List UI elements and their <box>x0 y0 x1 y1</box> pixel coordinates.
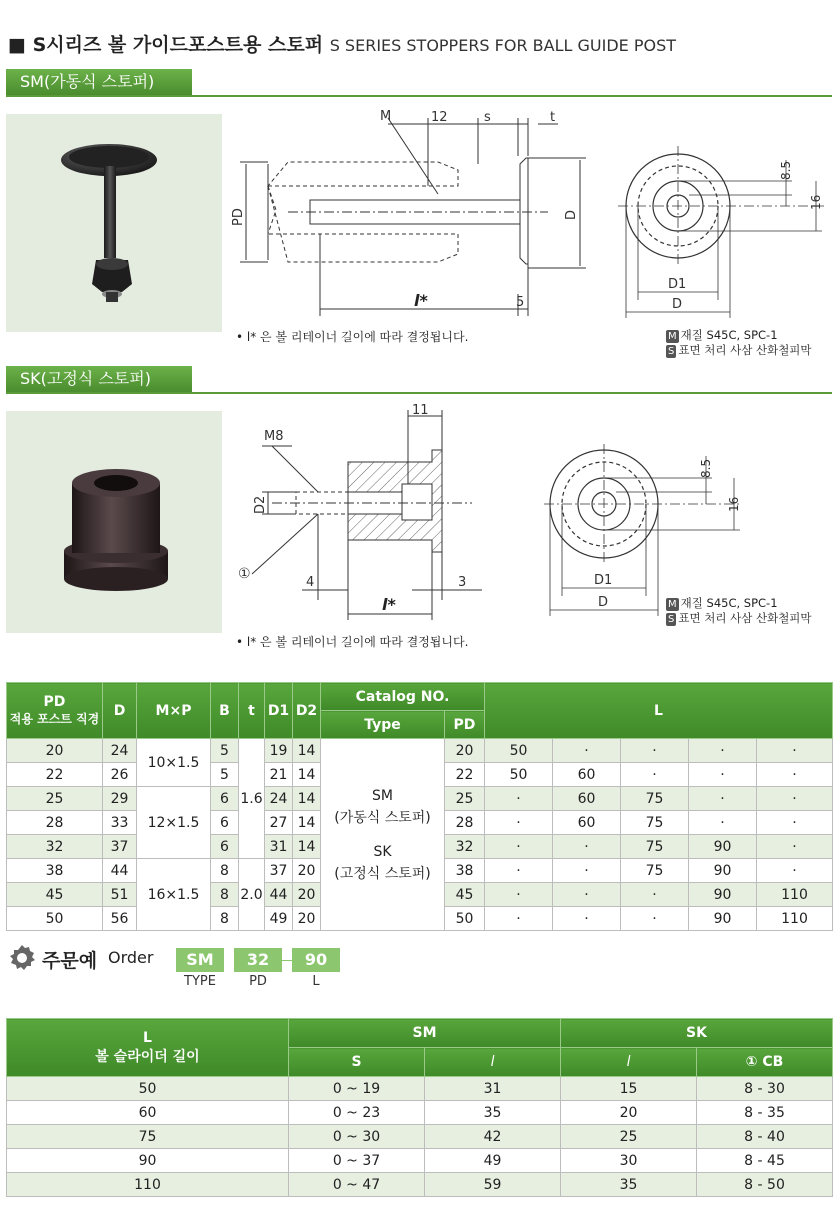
table-cell: 49 <box>265 907 293 931</box>
table-cell: · <box>621 907 689 931</box>
table-cell: · <box>485 907 553 931</box>
table-cell: 35 <box>425 1101 561 1125</box>
order-caption-type: TYPE <box>184 974 216 989</box>
table-cell: · <box>553 859 621 883</box>
table-cell: 8 - 35 <box>697 1101 833 1125</box>
mxp-cell: 10×1.5 <box>137 739 211 787</box>
table-cell: 50 <box>7 1077 289 1101</box>
table-cell: 20 <box>7 739 103 763</box>
page-title-en: S SERIES STOPPERS FOR BALL GUIDE POST <box>329 36 677 55</box>
col-type-header: Type <box>321 711 445 739</box>
table-row <box>7 1149 833 1173</box>
table-cell: 0 ~ 47 <box>289 1173 425 1197</box>
col-l-header: L <box>485 683 833 739</box>
table-cell: 6 <box>211 787 239 811</box>
col-sk-l-header: l <box>561 1048 697 1077</box>
order-caption-l: L <box>312 974 320 989</box>
table-cell: · <box>757 787 833 811</box>
table-cell: 50 <box>485 739 553 763</box>
table-cell: 60 <box>7 1101 289 1125</box>
table-cell: 60 <box>553 763 621 787</box>
table-cell: 14 <box>293 835 321 859</box>
section-header-sm <box>6 69 832 97</box>
table-cell: 28 <box>7 811 103 835</box>
col-s-header: S <box>289 1048 425 1077</box>
table-cell: 32 <box>7 835 103 859</box>
sm-product-photo <box>6 114 222 332</box>
sm-label-t: t <box>550 110 556 125</box>
table-cell: 22 <box>7 763 103 787</box>
sk-label-circle1: ① <box>238 566 251 582</box>
type-sk: SK <box>373 843 392 860</box>
sk-end-label-d: D <box>598 595 609 610</box>
sm-label-m: M <box>380 109 392 124</box>
table-cell: 35 <box>561 1173 697 1197</box>
table-cell: 0 ~ 37 <box>289 1149 425 1173</box>
col-d-header: D <box>103 683 137 739</box>
table-row <box>7 1173 833 1197</box>
table-cell: · <box>757 859 833 883</box>
table-cell: 24 <box>265 787 293 811</box>
table-cell: 75 <box>621 859 689 883</box>
page-title <box>8 30 676 57</box>
table-cell: · <box>621 883 689 907</box>
table-cell: 26 <box>103 763 137 787</box>
sk-mat-s-box: S <box>668 614 675 625</box>
table-cell: · <box>757 835 833 859</box>
sm-end-view <box>612 140 834 322</box>
table-row <box>7 1125 833 1149</box>
table-cell: 90 <box>689 907 757 931</box>
table-cell: 51 <box>103 883 137 907</box>
table-cell: · <box>757 811 833 835</box>
table-cell: · <box>689 763 757 787</box>
gear-icon <box>8 944 36 972</box>
sm-end-label-d: D <box>672 297 683 312</box>
order-chip-type: SM <box>176 948 224 972</box>
sm-material-info <box>666 328 812 358</box>
table-cell: · <box>485 883 553 907</box>
table-row <box>7 739 833 763</box>
table-cell: 27 <box>265 811 293 835</box>
table-cell: 21 <box>265 763 293 787</box>
mxp-cell: 12×1.5 <box>137 787 211 859</box>
table-cell: 90 <box>689 883 757 907</box>
sm-note: • l* 은 볼 리테이너 길이에 따라 결정됩니다. <box>236 330 469 344</box>
table-cell: · <box>689 739 757 763</box>
table-cell: 28 <box>445 811 485 835</box>
type-cell: SM (가동식 스토퍼) SK (고정식 스토퍼) <box>321 739 445 931</box>
sm-end-label-16: 16 <box>809 194 823 210</box>
table-cell: 90 <box>689 835 757 859</box>
sk-end-label-16: 16 <box>727 496 741 512</box>
table-cell: 110 <box>7 1173 289 1197</box>
order-chip-l: 90 <box>292 948 340 972</box>
sk-end-label-85: 8.5 <box>699 458 713 478</box>
table-cell: 20 <box>293 907 321 931</box>
table-cell: · <box>621 739 689 763</box>
table-cell: 75 <box>7 1125 289 1149</box>
table-cell: · <box>485 859 553 883</box>
sk-mat-s-text: 표면 처리 사삼 산화철피막 <box>678 611 812 625</box>
col-pd-header: PD 적용 포스트 직경 <box>7 683 103 739</box>
table-cell: 20 <box>561 1101 697 1125</box>
table-cell: 0 ~ 19 <box>289 1077 425 1101</box>
table-cell: · <box>689 787 757 811</box>
table-cell: 50 <box>7 907 103 931</box>
table-cell: 31 <box>265 835 293 859</box>
col-t-header: t <box>239 683 265 739</box>
table-cell: 75 <box>621 811 689 835</box>
table-cell: 25 <box>7 787 103 811</box>
table-cell: 90 <box>689 859 757 883</box>
col-d1-header: D1 <box>265 683 293 739</box>
sk-product-photo <box>6 411 222 633</box>
table-cell: 30 <box>561 1149 697 1173</box>
sk-label-4: 4 <box>306 575 315 590</box>
table-cell: 25 <box>561 1125 697 1149</box>
table-cell: · <box>553 835 621 859</box>
sk-end-view <box>540 440 762 622</box>
order-label-ko: 주문예 <box>42 950 98 972</box>
table-cell: 38 <box>445 859 485 883</box>
order-example <box>8 942 368 989</box>
table-cell: 20 <box>293 883 321 907</box>
table-cell: 75 <box>621 835 689 859</box>
table-cell: 14 <box>293 811 321 835</box>
table-cell: 50 <box>445 907 485 931</box>
table-cell: 60 <box>553 787 621 811</box>
sm-mat-s-box: S <box>668 346 675 357</box>
table-cell: · <box>553 739 621 763</box>
t-cell: 2.0 <box>239 859 265 931</box>
table-cell: 49 <box>425 1149 561 1173</box>
col-sm-l-header: l <box>425 1048 561 1077</box>
table-cell: 20 <box>293 859 321 883</box>
col-cb-header: ① CB <box>697 1048 833 1077</box>
table-cell: 75 <box>621 787 689 811</box>
table-cell: · <box>553 907 621 931</box>
table-cell: 24 <box>103 739 137 763</box>
col-sm-header: SM <box>289 1019 561 1048</box>
section-label-sm: SM(가동식 스토퍼) <box>6 69 192 95</box>
sm-label-pd: PD <box>231 208 246 226</box>
sk-material-info <box>666 596 812 626</box>
sk-label-11: 11 <box>412 403 429 418</box>
col-catalog-header: Catalog NO. <box>321 683 485 711</box>
table-cell: 5 <box>211 763 239 787</box>
table-cell: 22 <box>445 763 485 787</box>
col-b-header: B <box>211 683 239 739</box>
table-cell: · <box>757 739 833 763</box>
table-cell: 29 <box>103 787 137 811</box>
sk-label-d2: D2 <box>253 495 268 514</box>
table-row <box>7 1077 833 1101</box>
table-cell: 56 <box>103 907 137 931</box>
table-cell: 5 <box>211 739 239 763</box>
table-cell: 0 ~ 30 <box>289 1125 425 1149</box>
table-cell: · <box>553 883 621 907</box>
table-cell: 19 <box>265 739 293 763</box>
table-cell: 14 <box>293 763 321 787</box>
table-cell: · <box>485 835 553 859</box>
mxp-cell: 16×1.5 <box>137 859 211 931</box>
order-caption-pd: PD <box>249 974 267 989</box>
sk-mat-m-box: M <box>668 599 677 610</box>
table-cell: 32 <box>445 835 485 859</box>
table-cell: 42 <box>425 1125 561 1149</box>
table-cell: 38 <box>7 859 103 883</box>
table-cell: 37 <box>265 859 293 883</box>
col-mxp-header: M×P <box>137 683 211 739</box>
sk-stopper-image <box>6 411 222 633</box>
table-cell: 8 <box>211 907 239 931</box>
table-cell: 45 <box>7 883 103 907</box>
sm-technical-drawing <box>228 104 608 324</box>
table-cell: 110 <box>757 883 833 907</box>
table-cell: · <box>757 763 833 787</box>
section-header-sk <box>6 366 832 394</box>
t-cell: 1.6 <box>239 739 265 859</box>
table-cell: 60 <box>553 811 621 835</box>
sm-label-5: 5 <box>516 295 525 310</box>
table-cell: 8 - 50 <box>697 1173 833 1197</box>
col-cpd-header: PD <box>445 711 485 739</box>
table-cell: 8 - 40 <box>697 1125 833 1149</box>
sk-mat-m-text: 재질 S45C, SPC-1 <box>680 596 778 610</box>
sm-label-12: 12 <box>431 110 448 125</box>
table-cell: 20 <box>445 739 485 763</box>
table-cell: · <box>485 787 553 811</box>
sm-label-d: D <box>564 209 579 220</box>
sm-label-l: l* <box>414 291 428 310</box>
sk-label-3: 3 <box>458 575 467 590</box>
sk-note: • l* 은 볼 리테이너 길이에 따라 결정됩니다. <box>236 635 469 649</box>
table-cell: 8 <box>211 859 239 883</box>
type-sm: SM <box>372 787 393 804</box>
table-cell: · <box>485 811 553 835</box>
col-l-header: L 볼 슬라이더 길이 <box>7 1019 289 1077</box>
table-cell: 15 <box>561 1077 697 1101</box>
page-title-ko: ■ S시리즈 볼 가이드포스트용 스토퍼 <box>8 34 324 56</box>
sk-label-l: l* <box>382 595 396 614</box>
spec-table <box>6 682 833 931</box>
table-row <box>7 1101 833 1125</box>
col-sk-header: SK <box>561 1019 833 1048</box>
order-chip-pd: 32 <box>234 948 282 972</box>
col-d2-header: D2 <box>293 683 321 739</box>
table-cell: 14 <box>293 787 321 811</box>
table-cell: 90 <box>7 1149 289 1173</box>
sk-technical-drawing <box>232 400 532 622</box>
table-cell: 110 <box>757 907 833 931</box>
table-cell: 8 - 45 <box>697 1149 833 1173</box>
table-cell: 44 <box>265 883 293 907</box>
table-cell: 8 - 30 <box>697 1077 833 1101</box>
table-cell: 6 <box>211 811 239 835</box>
sm-end-label-d1: D1 <box>668 277 687 292</box>
table-cell: 14 <box>293 739 321 763</box>
length-table <box>6 1018 833 1197</box>
section-label-sk: SK(고정식 스토퍼) <box>6 366 192 392</box>
sk-label-m8: M8 <box>264 429 284 444</box>
table-cell: 59 <box>425 1173 561 1197</box>
table-cell: · <box>689 811 757 835</box>
sm-stopper-image <box>6 114 222 332</box>
sm-end-label-85: 8.5 <box>779 160 793 180</box>
table-cell: 0 ~ 23 <box>289 1101 425 1125</box>
order-label-en: Order <box>108 948 154 967</box>
table-cell: 37 <box>103 835 137 859</box>
table-cell: 8 <box>211 883 239 907</box>
sm-mat-s-text: 표면 처리 사삼 산화철피막 <box>678 343 812 357</box>
sm-mat-m-box: M <box>668 331 677 342</box>
sk-end-label-d1: D1 <box>594 573 613 588</box>
table-cell: 45 <box>445 883 485 907</box>
table-cell: 31 <box>425 1077 561 1101</box>
table-cell: 44 <box>103 859 137 883</box>
table-cell: 33 <box>103 811 137 835</box>
table-cell: 50 <box>485 763 553 787</box>
sm-mat-m-text: 재질 S45C, SPC-1 <box>680 328 778 342</box>
table-cell: 25 <box>445 787 485 811</box>
sm-label-s: s <box>484 110 491 125</box>
table-cell: 6 <box>211 835 239 859</box>
table-cell: · <box>621 763 689 787</box>
